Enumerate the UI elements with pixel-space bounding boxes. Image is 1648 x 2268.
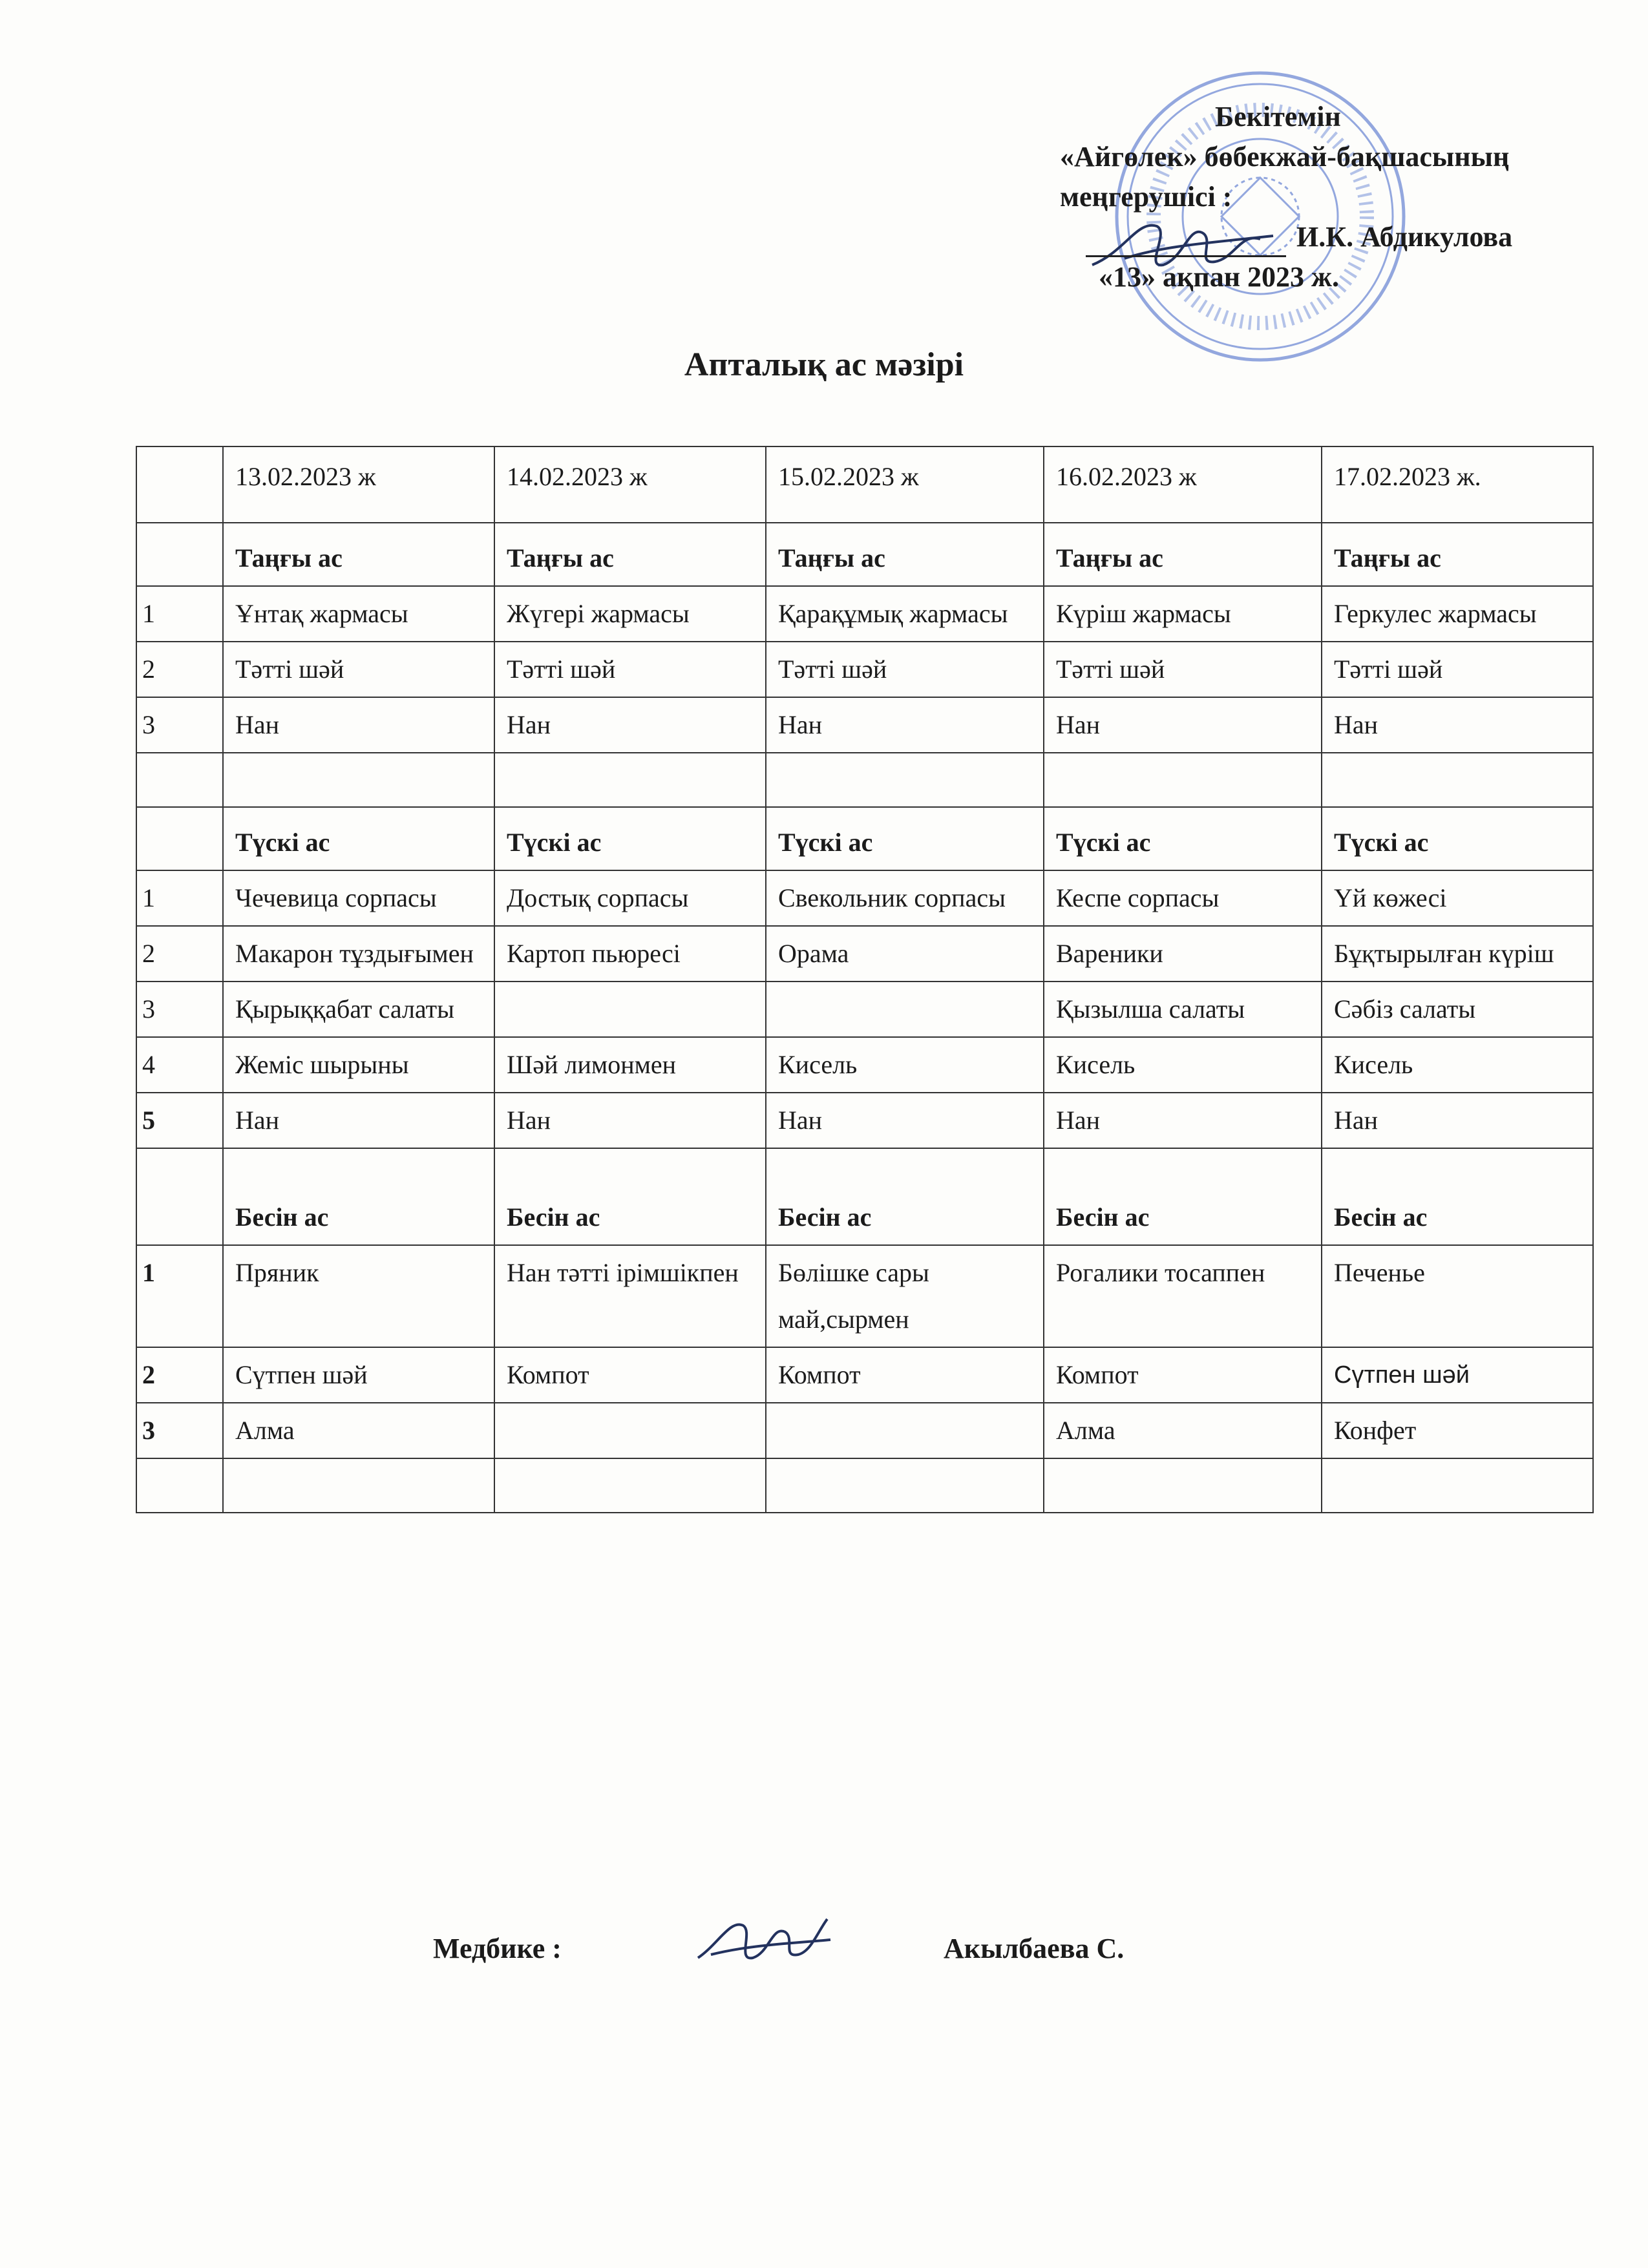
- menu-item: Макарон тұздығымен: [223, 926, 494, 982]
- menu-item: Нан: [766, 1093, 1044, 1148]
- menu-item: Кисель: [1044, 1037, 1322, 1093]
- menu-item: Достық сорпасы: [494, 870, 766, 926]
- menu-item: Тәтті шәй: [766, 642, 1044, 697]
- snack-header-row: [136, 1148, 1593, 1245]
- menu-item: Геркулес жармасы: [1322, 586, 1593, 642]
- menu-item: Кисель: [1322, 1037, 1593, 1093]
- menu-item: Үй көжесі: [1322, 870, 1593, 926]
- menu-item: Қарақұмық жармасы: [766, 586, 1044, 642]
- menu-item: Алма: [223, 1403, 494, 1458]
- meal-header: Түскі ас: [1044, 807, 1322, 870]
- meal-header: Таңғы ас: [766, 523, 1044, 586]
- breakfast-header-row: [136, 523, 1593, 586]
- empty-row: [136, 753, 1593, 807]
- meal-header: Түскі ас: [223, 807, 494, 870]
- meal-header: Түскі ас: [1322, 807, 1593, 870]
- row-number: 1: [136, 1245, 223, 1347]
- dates-row: [136, 446, 1593, 523]
- menu-item: Чечевица сорпасы: [223, 870, 494, 926]
- table-row: [136, 697, 1593, 753]
- menu-item: Бұқтырылған күріш: [1322, 926, 1593, 982]
- approval-signature-line: [1060, 217, 1629, 257]
- menu-item: Жеміс шырыны: [223, 1037, 494, 1093]
- meal-header: Таңғы ас: [1322, 523, 1593, 586]
- menu-item: Бөлішке сары май,сырмен: [766, 1245, 1044, 1347]
- empty-cell: [136, 1458, 223, 1513]
- menu-item: Тәтті шәй: [1322, 642, 1593, 697]
- date-cell: 13.02.2023 ж: [223, 446, 494, 523]
- section-num-cell: [136, 523, 223, 586]
- row-number: 3: [136, 982, 223, 1037]
- empty-cell: [223, 1458, 494, 1513]
- menu-item: Кеспе сорпасы: [1044, 870, 1322, 926]
- nurse-signature: [692, 1906, 834, 1977]
- approval-heading: Бекітемін: [1215, 101, 1341, 132]
- menu-item: Нан: [1322, 697, 1593, 753]
- row-number: 5: [136, 1093, 223, 1148]
- menu-item: Печенье: [1322, 1245, 1593, 1347]
- menu-item: Рогалики тосаппен: [1044, 1245, 1322, 1347]
- menu-item: Тәтті шәй: [494, 642, 766, 697]
- menu-item: Сәбіз салаты: [1322, 982, 1593, 1037]
- menu-item: Қырыққабат салаты: [223, 982, 494, 1037]
- menu-item: Картоп пьюресі: [494, 926, 766, 982]
- signature-underline: [1086, 229, 1286, 257]
- menu-item: Нан: [766, 697, 1044, 753]
- meal-header: Таңғы ас: [1044, 523, 1322, 586]
- row-number: 2: [136, 1347, 223, 1403]
- nurse-name: Акылбаева С.: [944, 1933, 1125, 1964]
- menu-item: Тәтті шәй: [223, 642, 494, 697]
- row-number: 2: [136, 642, 223, 697]
- date-cell: 16.02.2023 ж: [1044, 446, 1322, 523]
- weekly-menu-table: [136, 446, 1594, 1513]
- table-row: [136, 926, 1593, 982]
- nurse-label: Медбике :: [433, 1933, 562, 1964]
- row-number: 3: [136, 1403, 223, 1458]
- approval-organization: «Айгөлек» бөбекжай-бақшасының: [1060, 141, 1510, 173]
- menu-item: Шәй лимонмен: [494, 1037, 766, 1093]
- table-row: [136, 1037, 1593, 1093]
- menu-item: Компот: [494, 1347, 766, 1403]
- menu-item: Тәтті шәй: [1044, 642, 1322, 697]
- table-row: [136, 586, 1593, 642]
- corner-cell: [136, 446, 223, 523]
- menu-item: Қызылша салаты: [1044, 982, 1322, 1037]
- empty-cell: [766, 753, 1044, 807]
- row-number: 3: [136, 697, 223, 753]
- table-row: [136, 870, 1593, 926]
- menu-item: Жүгері жармасы: [494, 586, 766, 642]
- menu-item: Пряник: [223, 1245, 494, 1347]
- menu-item: [494, 982, 766, 1037]
- menu-item: Конфет: [1322, 1403, 1593, 1458]
- empty-row: [136, 1458, 1593, 1513]
- menu-item: Компот: [766, 1347, 1044, 1403]
- meal-header: Таңғы ас: [494, 523, 766, 586]
- empty-cell: [1322, 753, 1593, 807]
- meal-header: Таңғы ас: [223, 523, 494, 586]
- meal-header: Түскі ас: [766, 807, 1044, 870]
- table-row: [136, 982, 1593, 1037]
- section-num-cell: [136, 807, 223, 870]
- menu-item: [766, 1403, 1044, 1458]
- date-cell: 14.02.2023 ж: [494, 446, 766, 523]
- meal-header: Бесін ас: [1322, 1148, 1593, 1245]
- date-cell: 15.02.2023 ж: [766, 446, 1044, 523]
- row-number: 2: [136, 926, 223, 982]
- menu-item: Свекольник сорпасы: [766, 870, 1044, 926]
- menu-item: Кисель: [766, 1037, 1044, 1093]
- menu-item: Нан: [223, 697, 494, 753]
- menu-item: Нан: [494, 697, 766, 753]
- menu-item: Алма: [1044, 1403, 1322, 1458]
- approval-position: меңгерушісі :: [1060, 181, 1232, 213]
- table-row: [136, 1093, 1593, 1148]
- table-row: [136, 1347, 1593, 1403]
- empty-cell: [1044, 753, 1322, 807]
- table-row: [136, 1403, 1593, 1458]
- date-cell: 17.02.2023 ж.: [1322, 446, 1593, 523]
- meal-header: Бесін ас: [223, 1148, 494, 1245]
- menu-item: [494, 1403, 766, 1458]
- section-num-cell: [136, 1148, 223, 1245]
- menu-item: Нан: [223, 1093, 494, 1148]
- empty-cell: [223, 753, 494, 807]
- meal-header: Бесін ас: [1044, 1148, 1322, 1245]
- approval-block: [1060, 97, 1629, 297]
- meal-header: Бесін ас: [494, 1148, 766, 1245]
- menu-item: Күріш жармасы: [1044, 586, 1322, 642]
- empty-cell: [136, 753, 223, 807]
- empty-cell: [1322, 1458, 1593, 1513]
- menu-item: Нан: [1044, 1093, 1322, 1148]
- meal-header: Түскі ас: [494, 807, 766, 870]
- empty-cell: [494, 753, 766, 807]
- meal-header: Бесін ас: [766, 1148, 1044, 1245]
- empty-cell: [494, 1458, 766, 1513]
- table-row: [136, 1245, 1593, 1347]
- menu-item: Вареники: [1044, 926, 1322, 982]
- row-number: 1: [136, 870, 223, 926]
- menu-item: Нан тәтті ірімшікпен: [494, 1245, 766, 1347]
- menu-item: Орама: [766, 926, 1044, 982]
- menu-item: Нан: [1044, 697, 1322, 753]
- director-name: И.К. Абдикулова: [1296, 221, 1513, 253]
- menu-item: [766, 982, 1044, 1037]
- page-title: Апталық ас мәзірі: [684, 346, 964, 383]
- menu-item: Ұнтақ жармасы: [223, 586, 494, 642]
- table-row: [136, 642, 1593, 697]
- menu-item: Сүтпен шәй: [223, 1347, 494, 1403]
- row-number: 1: [136, 586, 223, 642]
- menu-item: Компот: [1044, 1347, 1322, 1403]
- empty-cell: [766, 1458, 1044, 1513]
- empty-cell: [1044, 1458, 1322, 1513]
- lunch-header-row: [136, 807, 1593, 870]
- menu-item: Нан: [1322, 1093, 1593, 1148]
- menu-item: Сүтпен шәй: [1322, 1347, 1593, 1403]
- menu-item: Нан: [494, 1093, 766, 1148]
- approval-date: «13» ақпан 2023 ж.: [1099, 261, 1339, 293]
- row-number: 4: [136, 1037, 223, 1093]
